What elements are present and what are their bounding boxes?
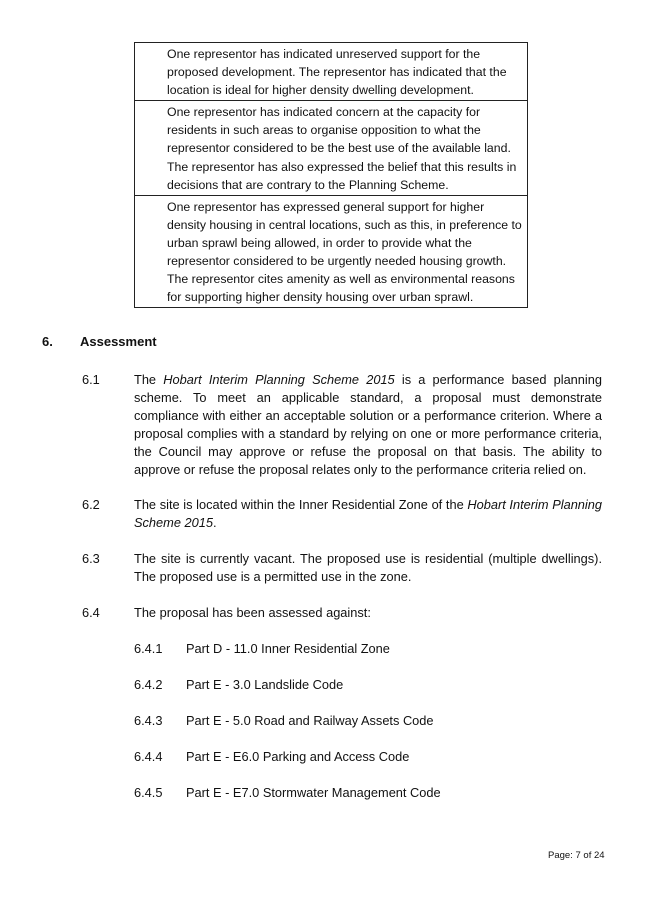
table-row [135,43,528,101]
subitem-number: 6.4.5 [134,785,163,800]
scheme-name: Hobart Interim Planning Scheme 2015 [163,372,395,387]
footer-prefix: Page: [548,850,573,861]
paragraph-number: 6.3 [82,551,100,566]
subitem-text: Part E - E7.0 Stormwater Management Code [186,785,441,800]
paragraph-text [134,496,602,532]
subitem-text: Part E - 3.0 Landslide Code [186,677,344,692]
paragraph-text-pre: The site is located within the Inner Residential Zone of the [134,497,468,512]
paragraph-text [134,371,602,479]
subitem-text: Part E - 5.0 Road and Railway Assets Code [186,713,434,728]
footer-of: of [583,850,592,861]
subitem-number: 6.4.4 [134,749,163,764]
paragraph-text-post: . [212,515,217,530]
paragraph-number: 6.4 [82,605,100,620]
paragraph-text: The site is currently vacant. The proposed use is residential (multiple dwellings). The proposed use is a permitted use in the zone. [134,551,602,584]
section-title: Assessment [80,334,157,349]
subitem-text: Part D - 11.0 Inner Residential Zone [186,641,390,656]
representations-table [134,42,528,308]
page-total: 24 [593,850,605,861]
representation-cell: One representor has indicated unreserved support for the proposed development. The representor has indicated that the location is ideal for higher density dwelling development. [135,43,528,101]
representation-cell: One representor has expressed general support for higher density housing in central locations, such as this, in preference to urban sprawl being allowed, in order to provide what the representor considered to be urgently needed housing growth. The representor cites amenity as well as environmental reasons for supporting higher density housing over urban sprawl. [135,195,528,308]
paragraph-text-post: is a performance based planning scheme. To meet an applicable standard, a proposal must demonstrate compliance with either an acceptable solution or a performance criterion. Where a proposal complies with a standard by relying on one or more performance criteria, the Council may approve or refuse the proposal on that basis. The ability to approve or refuse the proposal relates only to the performance criteria relied on. [134,372,602,477]
paragraph-text-pre: The [134,372,164,387]
paragraph-text: The proposal has been assessed against: [134,605,371,620]
paragraph-number: 6.1 [82,372,100,387]
table-row [135,101,528,195]
scheme-name: Hobart Interim Planning Scheme 2015 [134,497,603,530]
representation-cell: One representor has indicated concern at the capacity for residents in such areas to organise opposition to what the representor considered to be the best use of the available land. The representor has also expressed the belief that this results in decisions that are contrary to the Planning Scheme. [135,101,528,195]
table-row [135,195,528,308]
page-footer [548,850,605,861]
section-number: 6. [42,334,53,349]
page-number: 7 [575,850,581,861]
subitem-text: Part E - E6.0 Parking and Access Code [186,749,410,764]
subitem-number: 6.4.2 [134,677,163,692]
paragraph-number: 6.2 [82,497,100,512]
subitem-number: 6.4.3 [134,713,163,728]
subitem-number: 6.4.1 [134,641,163,656]
